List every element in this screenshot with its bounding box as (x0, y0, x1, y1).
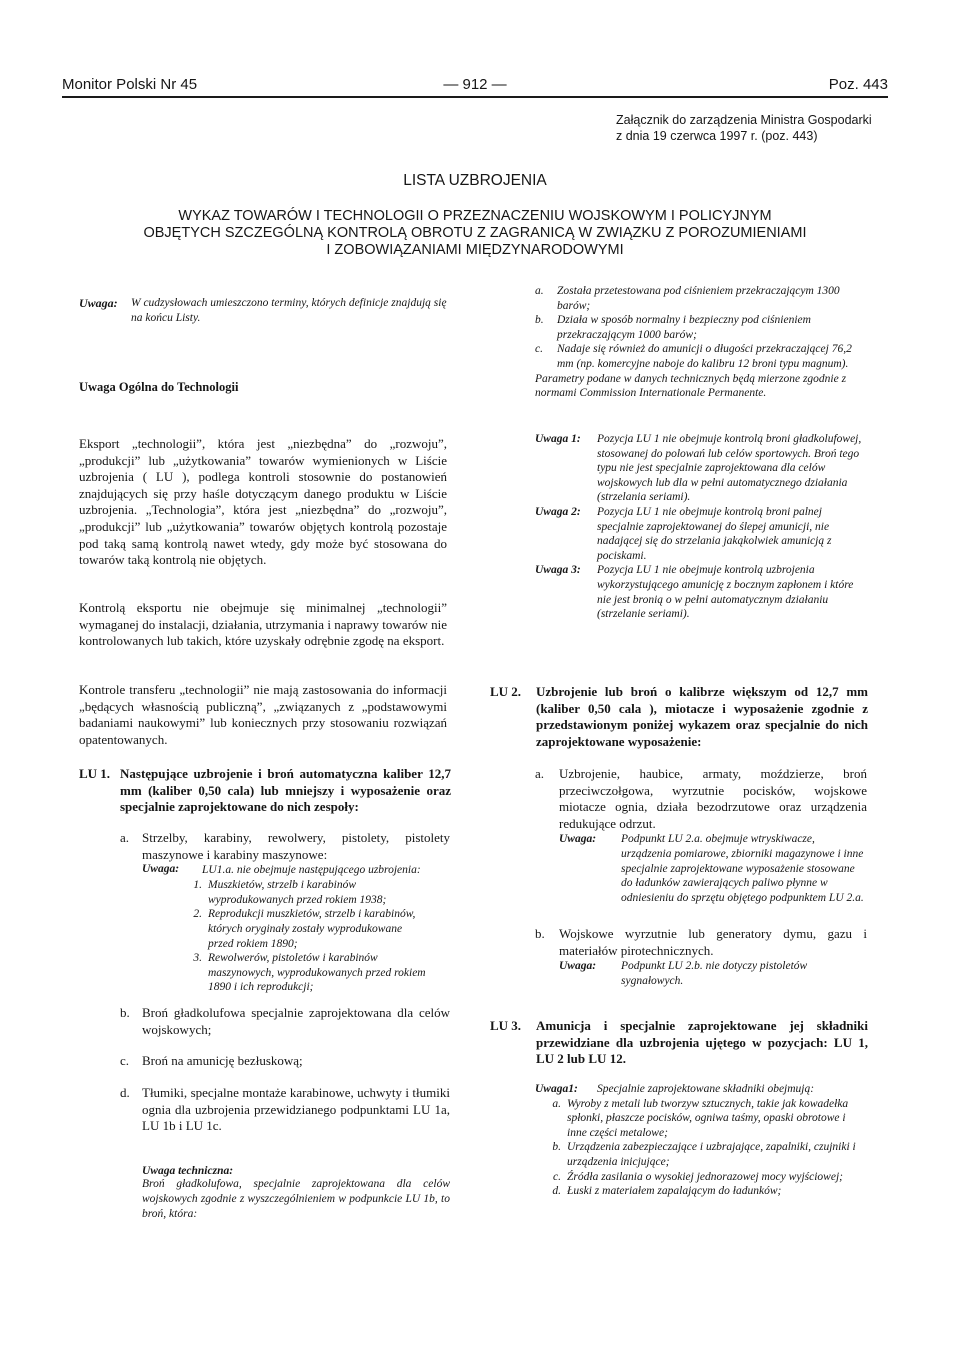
uwaga-2-text: Pozycja LU 1 nie obejmuje kontrolą broni palnej specjalnie zaprojektowanej do ślepej amunicji, nie nadającej się do strzelania jakąkolwiek amunicją z pociskami. (597, 505, 832, 562)
lu1-c-letter: c. (120, 1053, 130, 1068)
lu3-uwaga-1-row (535, 1082, 867, 1097)
general-para-2: Kontrolą eksportu nie obejmuje się minimalnej „technologii” wymaganej do instalacji, działania, utrzymania i naprawy towarów nie kontrolowanych lub takich, które uzyskały odrębnie zgodę na eksport. (79, 600, 447, 649)
lu2-a-note-text: Podpunkt LU 2.a. obejmuje wtryskiwacze, urządzenia pomiarowe, zbiorniki magazynowe i inne specjalnie zaprojektowane wyposażenie stosowane do ładunków zawierających paliwo płynne w odniesieniu do sprzętu objętego podpunktem LU 2.a. (621, 833, 864, 904)
lu2-number: LU 2. (490, 684, 522, 699)
lu2-item-a (535, 766, 867, 905)
lu3-number: LU 3. (490, 1018, 522, 1033)
lu2-b-text: Wojskowe wyrzutnie lub generatory dymu, gazu i materiałów pirotechnicznych. (559, 926, 867, 958)
uwaga-label: Uwaga: (79, 296, 118, 310)
component-c-text: Źródła zasilania o wysokiej jednorazowej mocy wyjściowej; (567, 1170, 843, 1183)
component-c-letter: c. (553, 1170, 561, 1183)
lu1-item-b (120, 1005, 450, 1038)
general-para-3: Kontrole transferu „technologii” nie mają zastosowania do informacji „będących własnością publiczną”, „związanych z „podstawowymi badaniami naukowymi” lub koniecznych przy stosowaniu rozwiązań opatentowanych. (79, 682, 447, 747)
uwaga-1-text: Pozycja LU 1 nie obejmuje kontrolą broni gładkolufowej, stosowanej do polowań lub celów sportowych. Broń tego typu nie jest specjalnie zaprojektowana dla celów wojskowych lub dla w pełni automatycznego działania (strzelania seriami). (597, 433, 862, 504)
component-d-letter: d. (552, 1185, 561, 1198)
lu2-a-letter: a. (535, 766, 545, 781)
lu1-item-a (120, 830, 450, 995)
header-publication: Monitor Polski Nr 45 (62, 76, 198, 93)
lu1-a-sub-3 (182, 951, 428, 995)
technical-note (142, 1165, 450, 1222)
uwaga-text: W cudzysłowach umieszczono terminy, których definicje znajdują się na końcu Listy. (131, 297, 447, 324)
lu1-c-text: Broń na amunicję bezłuskową; (142, 1053, 303, 1068)
component-b-letter: b. (552, 1141, 561, 1154)
lu1-section (79, 766, 451, 816)
lu3-component-b (535, 1140, 867, 1169)
technical-note-text: Broń gładkolufowa, specjalnie zaprojektowana dla celów wojskowych zgodnie z wyszczególnieniem w podpunkcie LU 1b, to broń, która: (142, 1178, 450, 1220)
criterion-c-letter: c. (535, 343, 543, 356)
lu1-item-c (120, 1053, 450, 1070)
criterion-c-text: Nadaje się również do amunicji o długości przekraczającej 76,2 mm (np. komercyjne naboje do kalibru 12 broni typu magnum). (557, 343, 852, 370)
uwaga-3 (535, 563, 867, 621)
uwaga-3-text: Pozycja LU 1 nie obejmuje kontrolą uzbrojenia wykorzystującego amunicję z bocznym zapłonem i które nie jest bronią o w pełni automatycznym działaniu (strzelanie seriami). (597, 564, 854, 621)
criterion-b-letter: b. (535, 314, 544, 327)
lu2-a-note-label: Uwaga: (559, 833, 597, 846)
uwaga-1-label: Uwaga 1: (535, 433, 581, 445)
attachment-line-2: z dnia 19 czerwca 1997 r. (poz. 443) (616, 129, 818, 143)
criterion-a-text: Została przetestowana pod ciśnieniem przekraczającym 1300 barów; (557, 285, 840, 312)
component-b-text: Urządzenia zabezpieczające i uzbrajające, zapalniki, czujniki i urządzenia inicjujące; (567, 1141, 856, 1168)
parameters-note: Parametry podane w danych technicznych będą mierzone zgodnie z normami Commission Internationale Permanente. (535, 372, 847, 400)
lu1-a-sub-2 (182, 907, 428, 951)
sub-2-text: Reprodukcji muszkietów, strzelb i karabinów, których oryginały zostały wyprodukowane przed rokiem 1890; (208, 908, 416, 950)
lu3-component-d (535, 1184, 867, 1199)
component-a-text: Wyroby z metali lub tworzyw sztucznych, takie jak kowadełka spłonki, płaszcze pocisków, ogniwa taśmy, opaski obrotowe i inne części metalowe; (567, 1097, 849, 1139)
component-a-letter: a. (552, 1097, 561, 1110)
criterion-c (535, 342, 865, 371)
lu1-a-sublist (182, 878, 428, 995)
lu1-number: LU 1. (79, 766, 111, 781)
component-d-text: Łuski z materiałem zapalającym do ładunków; (567, 1185, 782, 1198)
lu2-b-letter: b. (535, 926, 545, 941)
left-uwaga (79, 296, 449, 326)
sub-2-number: 2. (193, 908, 202, 921)
lu3-component-c (535, 1170, 867, 1185)
lu2-b-note-text: Podpunkt LU 2.b. nie dotyczy pistoletów sygnałowych. (621, 960, 808, 987)
lu1-heading: Następujące uzbrojenie i broń automatyczna kaliber 12,7 mm (kaliber 0,50 cala) lub mniejszy i wyposażenie oraz specjalnie zaprojektowane do nich zespoły: (120, 766, 451, 815)
lu2-a-text: Uzbrojenie, haubice, armaty, moździerze, broń przeciwczołgowa, wyrzutnie pocisków, wojskowe miotacze ognia, działa bezodrzutowe oraz urządzenia redukujące odrzut. (559, 766, 867, 831)
document-heading (62, 208, 888, 259)
lu1-d-letter: d. (120, 1085, 130, 1100)
lu1-a-note-label: Uwaga: (142, 863, 180, 876)
lu3-uwaga-1-label: Uwaga1: (535, 1083, 578, 1095)
criterion-b-text: Działa w sposób normalny i bezpieczny pod ciśnieniem przekraczającym 1000 barów; (557, 314, 811, 341)
lu1-a-note-text: LU1.a. nie obejmuje następującego uzbrojenia: (202, 864, 421, 877)
lu1-a-letter: a. (120, 830, 130, 845)
lu1-b-letter: b. (120, 1005, 130, 1020)
lu3-heading: Amunicja i specjalnie zaprojektowane jej składniki przewidziane dla uzbrojenia ujętego w pozycjach: LU 1, LU 2 lub LU 12. (536, 1018, 868, 1067)
lu1-b-text: Broń gładkolufowa specjalnie zaprojektowana dla celów wojskowych; (142, 1005, 450, 1037)
header-position: Poz. 443 (828, 76, 888, 93)
heading-line-2: OBJĘTYCH SZCZEGÓLNĄ KONTROLĄ OBROTU Z ZAGRANICĄ W ZWIĄZKU Z POROZUMIENIAMI (143, 225, 807, 241)
lu3-section (490, 1018, 868, 1068)
header-page-number: — 912 — (443, 76, 507, 93)
uwaga-1 (535, 432, 867, 505)
lu2-b-note-label: Uwaga: (559, 960, 597, 973)
uwaga-2-label: Uwaga 2: (535, 505, 581, 518)
lu3-uwaga-1 (535, 1082, 867, 1199)
lu2-b-note (559, 959, 867, 988)
lu1-item-d (120, 1085, 450, 1135)
technical-note-label: Uwaga techniczna: (142, 1165, 234, 1177)
criterion-b (535, 313, 865, 342)
sub-1-text: Muszkietów, strzelb i karabinów wyprodukowanych przed rokiem 1938; (208, 879, 387, 906)
heading-line-1: WYKAZ TOWARÓW I TECHNOLOGII O PRZEZNACZENIU WOJSKOWYM I POLICYJNYM (178, 208, 772, 224)
lu2-item-b (535, 926, 867, 988)
lu3-component-a (535, 1097, 867, 1141)
uwaga-3-label: Uwaga 3: (535, 564, 581, 577)
document-title: LISTA UZBROJENIA (403, 172, 547, 189)
lu3-uwaga-1-text: Specjalnie zaprojektowane składniki obejmują: (597, 1083, 815, 1095)
lu1-a-text: Strzelby, karabiny, rewolwery, pistolety, pistolety maszynowe i karabiny maszynowe: (142, 830, 450, 862)
lu1-d-text: Tłumiki, specjalne montaże karabinowe, uchwyty i tłumiki ognia dla uzbrojenia przewidzianego podpunktami LU 1a, LU 1b i LU 1c. (142, 1085, 450, 1134)
criterion-a (535, 284, 865, 313)
uwaga-2 (535, 505, 867, 563)
header-rule (62, 96, 888, 98)
heading-line-3: I ZOBOWIĄZANIAMI MIĘDZYNARODOWYMI (326, 242, 624, 258)
criterion-a-letter: a. (535, 285, 544, 297)
sub-3-number: 3. (193, 952, 202, 965)
sub-1-number: 1. (193, 879, 202, 892)
attachment-note (616, 112, 872, 144)
general-note-heading: Uwaga Ogólna do Technologii (79, 380, 239, 394)
uwagi-1-3 (535, 432, 867, 622)
lu2-section (490, 684, 868, 750)
attachment-line-1: Załącznik do zarządzenia Ministra Gospodarki (616, 113, 872, 127)
lu2-heading: Uzbrojenie lub broń o kalibrze większym od 12,7 mm (kaliber 0,50 cala ), miotacze i wyposażenie zgodnie z przedstawionym poniżej wykazem oraz specjalnie do nich zaprojektowane wyposażenie: (536, 684, 868, 749)
general-para-1: Eksport „technologii”, która jest „niezbędna” do „rozwoju”, „produkcji” lub „użytkowania” towarów wymienionych w Liście uzbrojenia ( LU ), podlega kontroli stosownie do postanowień znajdujących się przy haśle dotyczącym danego produktu w Liście uzbrojenia. „Technologia”, która jest „niezbędna” do „rozwoju”, „produkcji” lub „użytkowania” towarów objętych kontrolą pozostaje pod taką samą kontrolą nawet wtedy, gdy może być stosowana do towarów taką kontrolą nie objętych. (79, 436, 447, 568)
lu2-a-note (559, 832, 867, 905)
criteria-list (535, 284, 865, 401)
sub-3-text: Rewolwerów, pistoletów i karabinów maszynowych, wyprodukowanych przed rokiem 1890 i ich reprodukcji; (208, 952, 426, 994)
lu1-a-sub-1 (182, 878, 428, 907)
